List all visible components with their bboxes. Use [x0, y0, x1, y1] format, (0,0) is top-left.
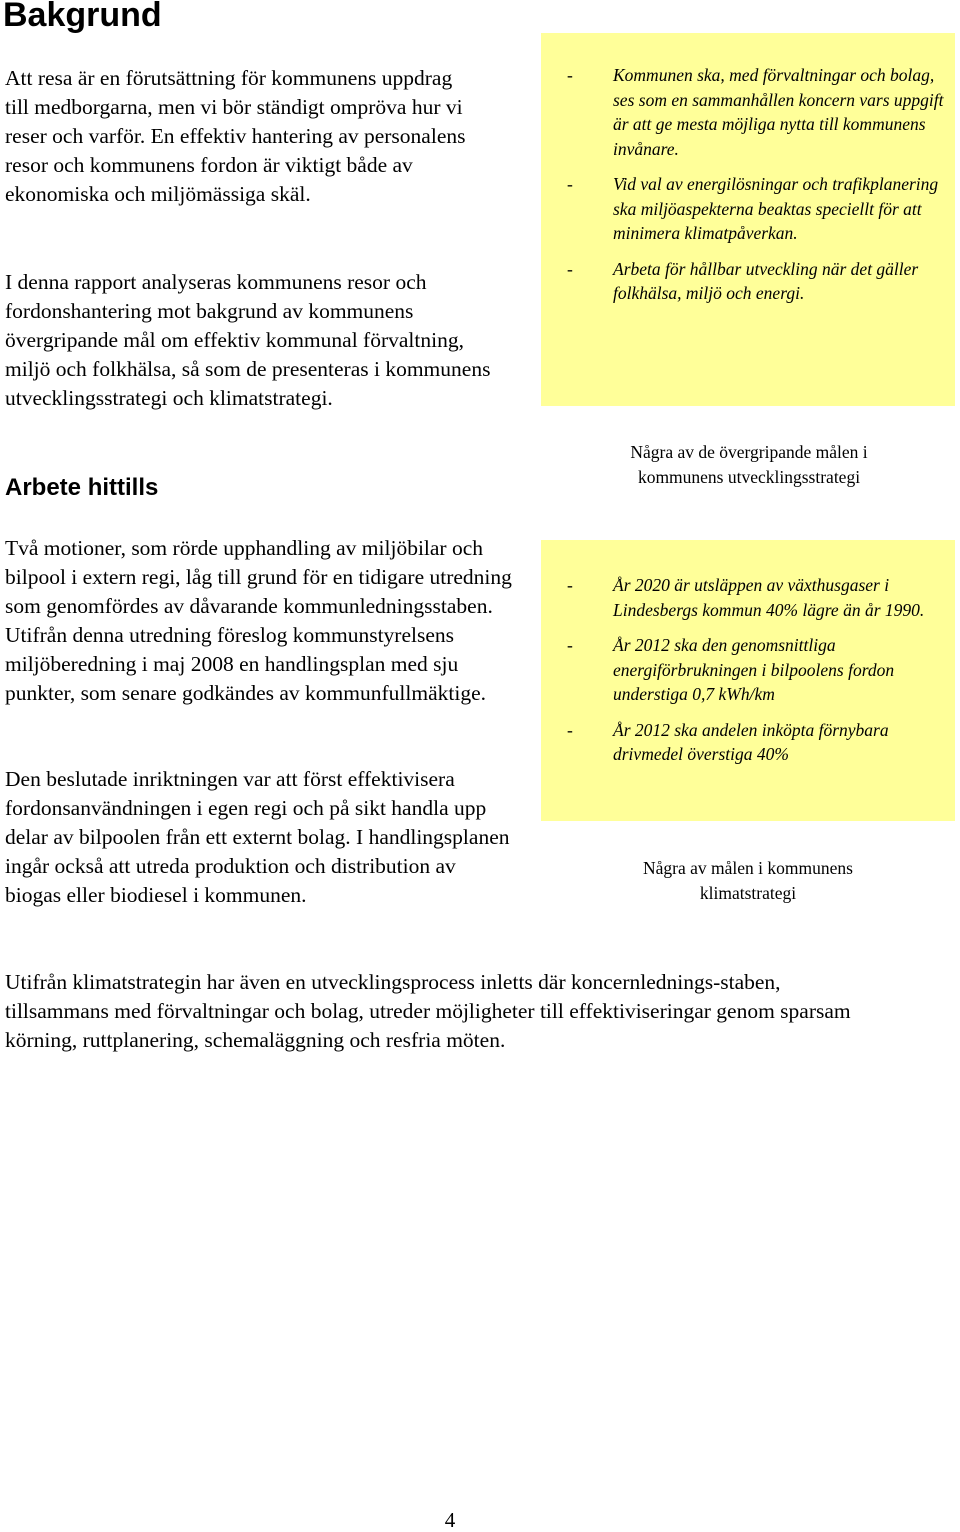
- closing-paragraph: Utifrån klimatstrategin har även en utvecklingsprocess inletts där koncernlednings-staben, tillsammans med förvaltningar och bolag, utreder möjligheter till effektiviseringar genom sparsam körning, ruttplanering, schemaläggning och resfria möten.: [5, 970, 851, 1052]
- page-title: Bakgrund: [3, 0, 162, 34]
- list-item: [541, 633, 955, 707]
- climate-goals-box: [541, 540, 955, 821]
- bullet-dash: -: [567, 635, 573, 655]
- list-item-text: Kommunen ska, med förvaltningar och bolag, ses som en sammanhållen koncern vars uppgift är att ge mesta möjliga nytta till kommunens invånare.: [613, 65, 944, 159]
- bullet-dash: -: [567, 575, 573, 595]
- list-item: [541, 63, 955, 161]
- climate-goals-caption: Några av målen i kommunens klimatstrategi: [643, 858, 853, 903]
- list-item-text: Arbeta för hållbar utveckling när det gäller folkhälsa, miljö och energi.: [613, 258, 919, 303]
- list-item-text: Vid val av energilösningar och trafikplanering ska miljöaspekterna beaktas speciellt för att minimera klimatpåverkan.: [613, 174, 939, 243]
- list-item-text: År 2012 ska andelen inköpta förnybara drivmedel överstiga 40%: [613, 719, 889, 764]
- strategy-goals-list: [541, 63, 955, 306]
- section-paragraph-1: Två motioner, som rörde upphandling av miljöbilar och bilpool i extern regi, låg till grund för en tidigare utredning som genomfördes av dåvarande kommunledningsstaben. Utifrån denna utredning föreslog kommunstyrelsens miljöberedning i maj 2008 en handlingsplan med sju punkter, som senare godkändes av kommunfullmäktige.: [5, 536, 512, 705]
- list-item-text: År 2020 är utsläppen av växthusgaser i Lindesbergs kommun 40% lägre än år 1990.: [613, 575, 925, 620]
- bullet-dash: -: [567, 719, 573, 740]
- strategy-goals-caption: Några av de övergripande målen i kommunens utvecklingsstrategi: [630, 442, 868, 487]
- list-item-text: År 2012 ska den genomsnittliga energiförbrukningen i bilpoolens fordon understiga 0,7 kWh/km: [613, 635, 895, 704]
- intro-paragraph-2: I denna rapport analyseras kommunens resor och fordonshantering mot bakgrund av kommunens övergripande mål om effektiv kommunal förvaltning, miljö och folkhälsa, så som de presenteras i kommunens utvecklingsstrategi och klimatstrategi.: [5, 270, 491, 410]
- climate-goals-list: [541, 573, 955, 767]
- bullet-dash: -: [567, 258, 573, 279]
- intro-paragraph-1: Att resa är en förutsättning för kommunens uppdrag till medborgarna, men vi bör ständigt ompröva hur vi reser och varför. En effektiv hantering av personalens resor och kommunens fordon är viktigt både av ekonomiska och miljömässiga skäl.: [5, 66, 466, 206]
- page-number: 4: [444, 1508, 456, 1532]
- bullet-dash: -: [567, 65, 573, 85]
- section-paragraph-2: Den beslutade inriktningen var att först effektivisera fordonsanvändningen i egen regi och på sikt handla upp delar av bilpoolen från ett externt bolag. I handlingsplanen ingår också att utreda produktion och distribution av biogas eller biodiesel i kommunen.: [5, 767, 510, 907]
- list-item: [541, 573, 955, 622]
- bullet-dash: -: [567, 174, 573, 194]
- list-item: [541, 172, 955, 246]
- list-item: [541, 257, 955, 306]
- strategy-goals-box: [541, 33, 955, 406]
- section-heading: Arbete hittills: [5, 474, 159, 501]
- list-item: [541, 718, 955, 767]
